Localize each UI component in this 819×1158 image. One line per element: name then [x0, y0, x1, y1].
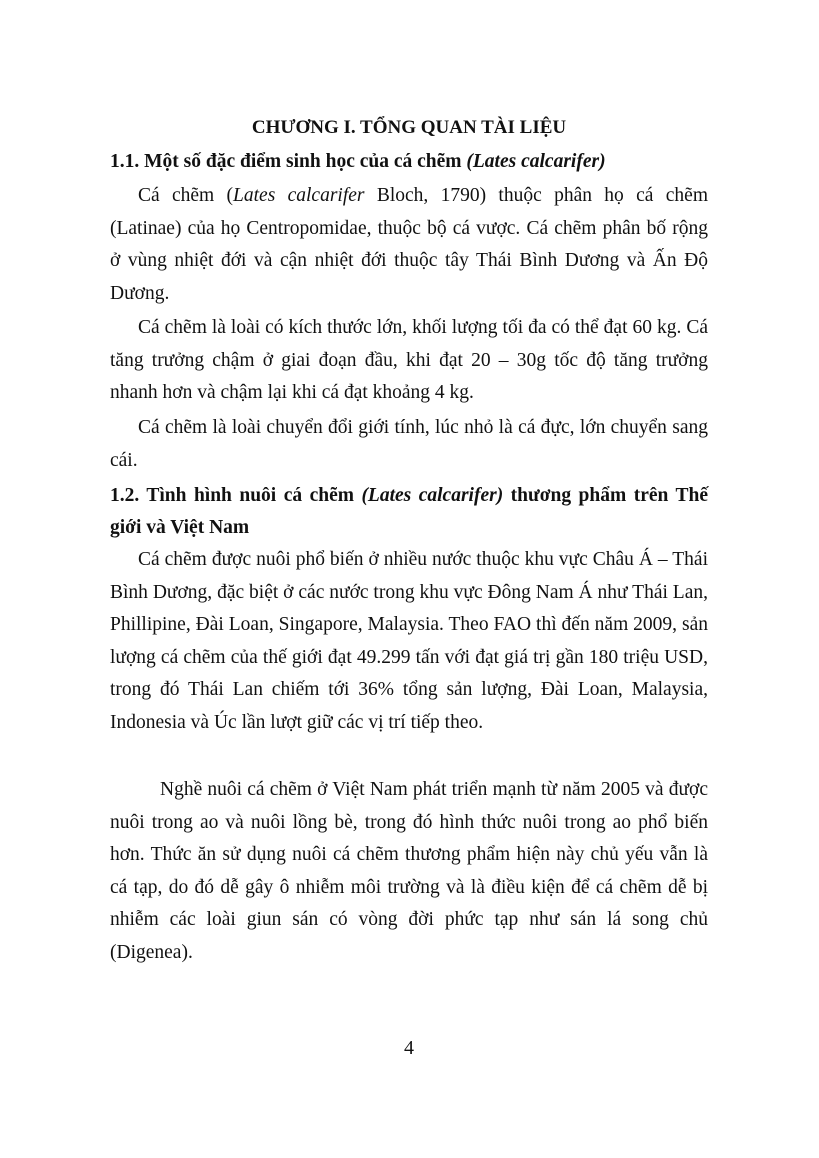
paragraph-3: Cá chẽm là loài chuyển đổi giới tính, lúc nhỏ là cá đực, lớn chuyển sang cái. [110, 417, 708, 471]
paragraph-1 [110, 180, 708, 310]
paragraph-5: Nghề nuôi cá chẽm ở Việt Nam phát triển mạnh từ năm 2005 và được nuôi trong ao và nuôi lồng bè, trong đó hình thức nuôi trong ao phổ biến hơn. Thức ăn sử dụng nuôi cá chẽm thương phẩm hiện này chủ yếu vẫn là cá tạp, do đó dễ gây ô nhiễm môi trường và là điều kiện để cá chẽm dễ bị nhiễm các loài giun sán có vòng đời phức tạp như sán lá song chủ (Digenea). [110, 779, 708, 963]
paragraph-4: Cá chẽm được nuôi phổ biến ở nhiều nước thuộc khu vực Châu Á – Thái Bình Dương, đặc biệt ở các nước trong khu vực Đông Nam Á như Thái Lan, Phillipine, Đài Loan, Singapore, Malaysia. Theo FAO thì đến năm 2009, sản lượng cá chẽm của thế giới đạt 49.299 tấn với đạt giá trị gần 180 triệu USD, trong đó Thái Lan chiếm tới 36% tổng sản lượng, Đài Loan, Malaysia, Indonesia và Úc lần lượt giữ các vị trí tiếp theo. [110, 549, 708, 733]
section-heading-1-2 [110, 480, 708, 544]
section-heading-italic: (Lates calcarifer) [361, 485, 504, 506]
page-number: 4 [404, 1037, 414, 1059]
section-heading-italic: (Lates calcarifer) [466, 151, 606, 172]
section-heading-text: 1.2. Tình hình nuôi cá chẽm [110, 485, 362, 506]
paragraph-text: Bloch, 1790) thuộc phân họ cá chẽm (Latinae) của họ Centropomidae, thuộc bộ cá vược. Cá chẽm phân bố rộng ở vùng nhiệt đới và cận nhiệt đới thuộc tây Thái Bình Dương và Ấn Độ Dương. [110, 185, 708, 304]
section-heading-after: thương phẩm trên Thế giới và Việt Nam [110, 485, 708, 538]
paragraph-2: Cá chẽm là loài có kích thước lớn, khối lượng tối đa có thể đạt 60 kg. Cá tăng trưởng chậm ở giai đoạn đầu, khi đạt 20 – 30g tốc độ tăng trưởng nhanh hơn và chậm lại khi cá đạt khoảng 4 kg. [110, 317, 708, 404]
chapter-title: CHƯƠNG I. TỔNG QUAN TÀI LIỆU [251, 117, 567, 138]
section-heading-text: 1.1. Một số đặc điểm sinh học của cá chẽm [110, 151, 467, 172]
species-name: Lates calcarifer [233, 185, 365, 206]
paragraph-text: Cá chẽm ( [138, 185, 234, 206]
section-heading-1-1 [110, 146, 708, 178]
